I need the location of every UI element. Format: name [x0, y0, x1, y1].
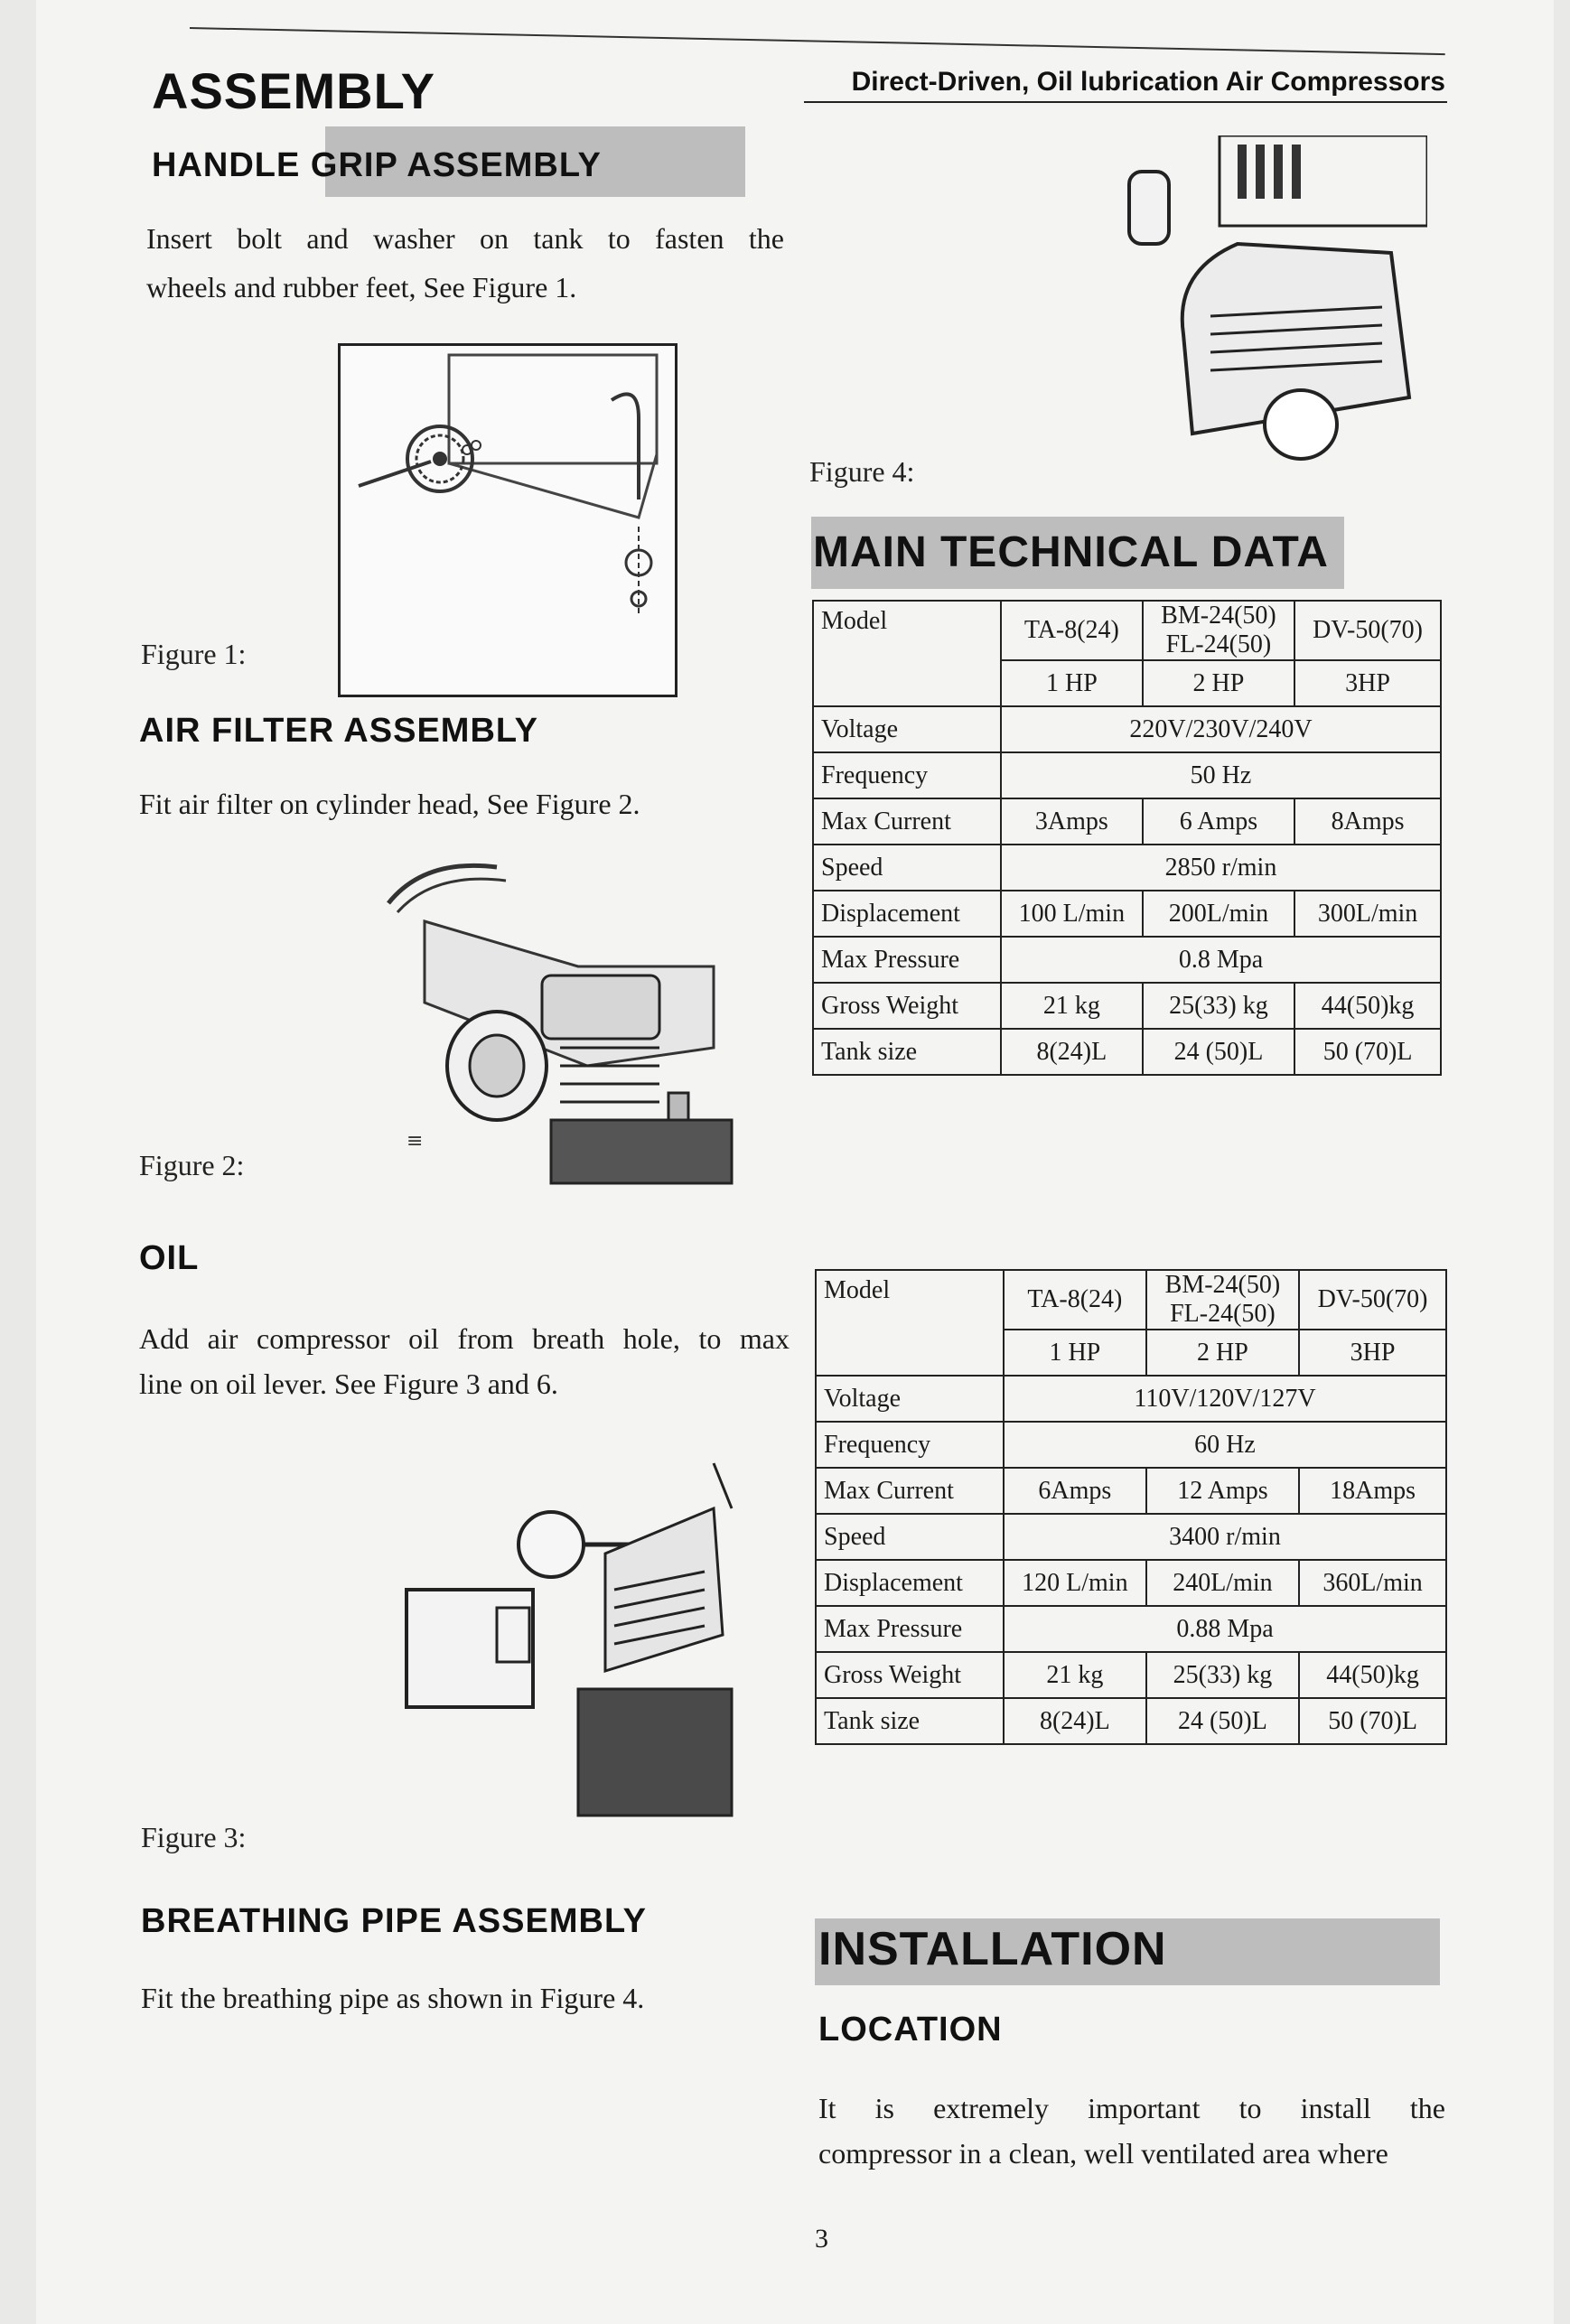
t2-weight-2: 25(33) kg: [1146, 1652, 1299, 1698]
breathing-pipe-text: Fit the breathing pipe as shown in Figure 4.: [141, 1982, 645, 2014]
running-head-rule: [804, 101, 1447, 103]
t2-current-label: Max Current: [816, 1468, 1004, 1514]
t1-power-3: 3HP: [1294, 660, 1441, 706]
t1-tank-2: 24 (50)L: [1143, 1029, 1294, 1075]
t2-tank-3: 50 (70)L: [1299, 1698, 1446, 1744]
t2-voltage: 110V/120V/127V: [1004, 1376, 1446, 1422]
t1-voltage-label: Voltage: [813, 706, 1001, 752]
handle-grip-text-line-2: wheels and rubber feet, See Figure 1.: [146, 271, 577, 303]
figure-2-caption: Figure 2:: [139, 1149, 245, 1181]
t1-frequency-label: Frequency: [813, 752, 1001, 798]
svg-text:≡: ≡: [407, 1130, 424, 1153]
tech-table-60hz: [815, 1269, 1447, 1745]
t2-speed-label: Speed: [816, 1514, 1004, 1560]
t2-tank-1: 8(24)L: [1004, 1698, 1146, 1744]
location-text-line-2: compressor in a clean, well ventilated area where: [818, 2137, 1388, 2170]
t1-power-2: 2 HP: [1143, 660, 1294, 706]
t1-displacement-3: 300L/min: [1294, 891, 1441, 937]
t2-power-3: 3HP: [1299, 1330, 1446, 1376]
t1-frequency: 50 Hz: [1001, 752, 1441, 798]
t2-tank-label: Tank size: [816, 1698, 1004, 1744]
t2-weight-label: Gross Weight: [816, 1652, 1004, 1698]
t1-displacement-label: Displacement: [813, 891, 1001, 937]
t2-tank-2: 24 (50)L: [1146, 1698, 1299, 1744]
t1-model-2-a: BM-24(50): [1161, 602, 1276, 630]
t2-pressure-label: Max Pressure: [816, 1606, 1004, 1652]
t2-weight-1: 21 kg: [1004, 1652, 1146, 1698]
t1-current-label: Max Current: [813, 798, 1001, 845]
air-filter-title: AIR FILTER ASSEMBLY: [139, 712, 538, 750]
air-filter-text: Fit air filter on cylinder head, See Figure 2.: [139, 788, 640, 820]
t1-current-2: 6 Amps: [1143, 798, 1294, 845]
t1-model-3: DV-50(70): [1294, 601, 1441, 660]
t1-pressure: 0.8 Mpa: [1001, 937, 1441, 983]
t1-weight-label: Gross Weight: [813, 983, 1001, 1029]
t2-voltage-label: Voltage: [816, 1376, 1004, 1422]
t2-frequency-label: Frequency: [816, 1422, 1004, 1468]
handle-grip-text-line-1: Insert bolt and washer on tank to fasten the: [146, 222, 784, 255]
t1-current-3: 8Amps: [1294, 798, 1441, 845]
t2-displacement-1: 120 L/min: [1004, 1560, 1146, 1606]
running-head: Direct-Driven, Oil lubrication Air Compressors: [851, 67, 1445, 97]
t2-displacement-label: Displacement: [816, 1560, 1004, 1606]
t2-displacement-2: 240L/min: [1146, 1560, 1299, 1606]
t1-weight-3: 44(50)kg: [1294, 983, 1441, 1029]
figure-1-caption: Figure 1:: [141, 638, 247, 670]
t2-current-1: 6Amps: [1004, 1468, 1146, 1514]
location-title: LOCATION: [818, 2011, 1003, 2049]
t1-model-2-b: FL-24(50): [1165, 630, 1272, 658]
t1-displacement-1: 100 L/min: [1001, 891, 1143, 937]
oil-text-line-2: line on oil lever. See Figure 3 and 6.: [139, 1367, 558, 1400]
t1-voltage: 220V/230V/240V: [1001, 706, 1441, 752]
t1-speed-label: Speed: [813, 845, 1001, 891]
t1-tank-3: 50 (70)L: [1294, 1029, 1441, 1075]
figure-4-drawing: [1066, 135, 1427, 479]
assembly-title: ASSEMBLY: [152, 62, 436, 119]
t2-pressure: 0.88 Mpa: [1004, 1606, 1446, 1652]
breathing-pipe-title: BREATHING PIPE ASSEMBLY: [141, 1902, 648, 1940]
t2-power-2: 2 HP: [1146, 1330, 1299, 1376]
figure-2-drawing: [370, 849, 750, 1192]
page-number: 3: [815, 2224, 828, 2254]
installation-title: INSTALLATION: [818, 1923, 1167, 1975]
t1-model-2: [1143, 601, 1294, 660]
t2-model-3: DV-50(70): [1299, 1270, 1446, 1330]
t2-model-2-a: BM-24(50): [1164, 1271, 1281, 1299]
figure-3-caption: Figure 3:: [141, 1821, 247, 1853]
t1-speed: 2850 r/min: [1001, 845, 1441, 891]
t2-current-2: 12 Amps: [1146, 1468, 1299, 1514]
t2-model-2-b: FL-24(50): [1170, 1300, 1276, 1328]
t2-speed: 3400 r/min: [1004, 1514, 1446, 1560]
t2-current-3: 18Amps: [1299, 1468, 1446, 1514]
t1-weight-2: 25(33) kg: [1143, 983, 1294, 1029]
t1-pressure-label: Max Pressure: [813, 937, 1001, 983]
t2-frequency: 60 Hz: [1004, 1422, 1446, 1468]
t1-tank-label: Tank size: [813, 1029, 1001, 1075]
oil-text-line-1: Add air compressor oil from breath hole, to max: [139, 1322, 790, 1355]
figure-1-drawing: [341, 346, 675, 695]
t2-weight-3: 44(50)kg: [1299, 1652, 1446, 1698]
oil-title: OIL: [139, 1239, 200, 1277]
t1-tank-1: 8(24)L: [1001, 1029, 1143, 1075]
top-rule: [190, 27, 1445, 55]
t2-displacement-3: 360L/min: [1299, 1560, 1446, 1606]
t2-power-1: 1 HP: [1004, 1330, 1146, 1376]
t1-current-1: 3Amps: [1001, 798, 1143, 845]
tech-table-50hz: [812, 600, 1442, 1076]
t1-model-label: Model: [813, 601, 1001, 706]
t2-model-2: [1146, 1270, 1299, 1330]
figure-4-caption: Figure 4:: [809, 455, 915, 488]
manual-page: [36, 0, 1554, 2324]
t1-weight-1: 21 kg: [1001, 983, 1143, 1029]
figure-1-box: [338, 343, 678, 697]
t2-model-1: TA-8(24): [1004, 1270, 1146, 1330]
handle-grip-title: HANDLE GRIP ASSEMBLY: [152, 146, 602, 184]
t1-model-1: TA-8(24): [1001, 601, 1143, 660]
t2-model-label: Model: [816, 1270, 1004, 1376]
t1-power-1: 1 HP: [1001, 660, 1143, 706]
t1-displacement-2: 200L/min: [1143, 891, 1294, 937]
location-text-line-1: It is extremely important to install the: [818, 2092, 1445, 2124]
figure-3-drawing: [370, 1454, 750, 1843]
tech-data-title: MAIN TECHNICAL DATA: [813, 528, 1329, 576]
